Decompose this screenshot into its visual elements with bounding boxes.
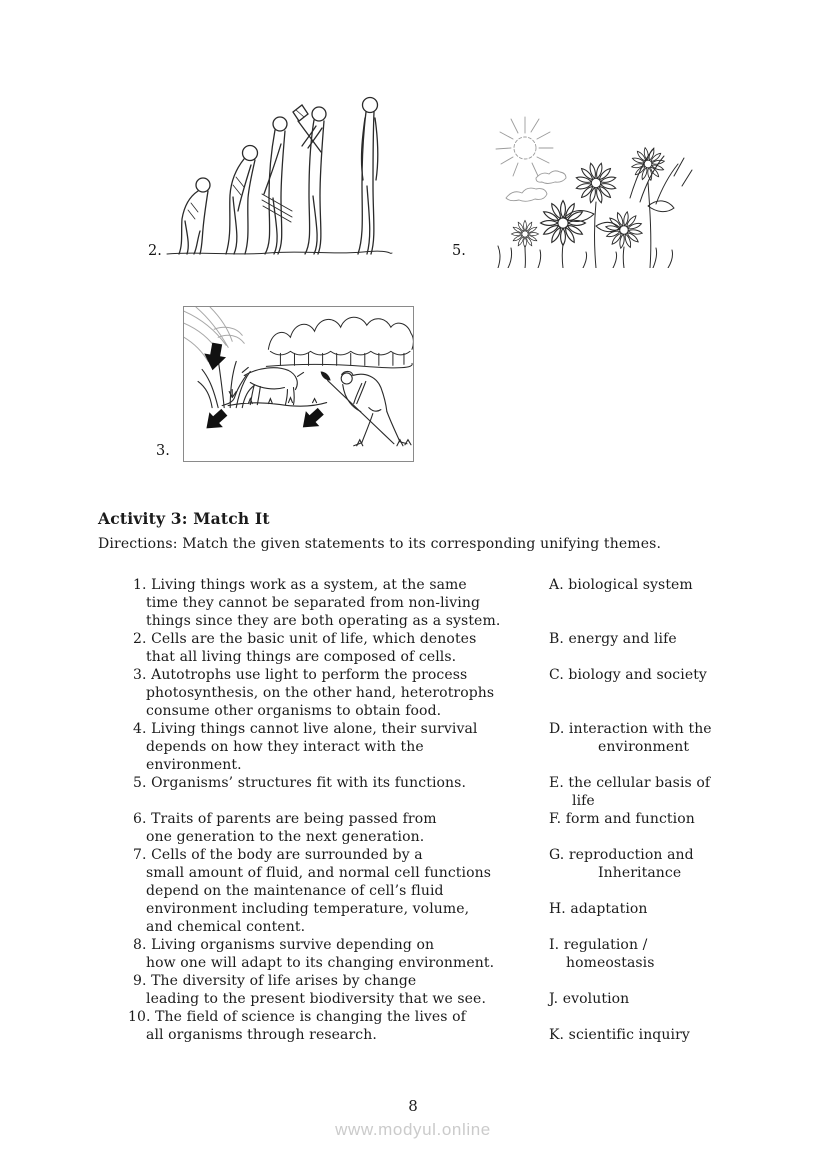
figure-evolution-of-man	[163, 84, 395, 260]
figure-3-label: 3.	[156, 443, 170, 459]
theme-option-text: I. regulation /	[549, 937, 648, 953]
theme-option-text: H. adaptation	[549, 901, 648, 917]
statement-text: 6. Traits of parents are being passed from	[133, 811, 437, 827]
match-line	[0, 954, 826, 972]
match-line	[0, 972, 826, 990]
figure-sunflowers	[478, 106, 718, 268]
sunflowers-drawing	[498, 143, 692, 268]
statement-text: environment including temperature, volume,	[146, 901, 470, 917]
theme-option-text: G. reproduction and	[549, 847, 694, 863]
sun-icon	[496, 117, 553, 176]
evolution-march-illustration	[163, 84, 395, 260]
theme-option-text: F. form and function	[549, 811, 695, 827]
watermark: www.modyul.online	[335, 1120, 491, 1139]
statement-text: all organisms through research.	[146, 1027, 377, 1043]
theme-option-text: homeostasis	[566, 955, 655, 971]
match-line	[0, 900, 826, 918]
match-line	[0, 630, 826, 648]
match-line	[0, 918, 826, 936]
statement-text: how one will adapt to its changing environment.	[146, 955, 495, 971]
toolbearer-figure	[293, 105, 326, 254]
statement-text: depends on how they interact with the	[146, 739, 424, 755]
modern-human-figure	[358, 98, 378, 255]
match-line	[0, 738, 826, 756]
match-line	[0, 612, 826, 630]
sunflowers-illustration	[478, 106, 718, 268]
match-line	[0, 774, 826, 792]
theme-option-text: environment	[598, 739, 690, 755]
theme-option-text: D. interaction with the	[549, 721, 712, 737]
match-line	[0, 990, 826, 1008]
statement-text: 4. Living things cannot live alone, their survival	[133, 721, 478, 737]
match-line	[0, 864, 826, 882]
statement-text: and chemical content.	[146, 919, 306, 935]
statement-text: photosynthesis, on the other hand, heterotrophs	[146, 685, 495, 701]
page-number: 8	[408, 1097, 418, 1115]
energy-flow-scene-illustration	[184, 307, 413, 461]
upright-hominid-figure	[262, 117, 292, 254]
statement-text: 7. Cells of the body are surrounded by a	[133, 847, 423, 863]
arrow-downright-icon	[296, 404, 327, 435]
theme-option-text: Inheritance	[598, 865, 682, 881]
arrow-downright-icon	[200, 405, 231, 436]
statement-text: 3. Autotrophs use light to perform the process	[133, 667, 468, 683]
theme-option-text: A. biological system	[549, 577, 693, 593]
match-line	[0, 936, 826, 954]
match-line	[0, 702, 826, 720]
activity-directions: Directions: Match the given statements to its corresponding unifying themes.	[98, 536, 662, 552]
match-list	[0, 576, 826, 1044]
hunter-drawing	[321, 371, 411, 445]
theme-option-text: J. evolution	[549, 991, 630, 1007]
match-line	[0, 666, 826, 684]
grass-drawing	[198, 359, 327, 407]
match-line	[0, 594, 826, 612]
match-line	[0, 648, 826, 666]
figure-2-label: 2.	[148, 243, 162, 259]
statement-text: small amount of fluid, and normal cell functions	[146, 865, 492, 881]
statement-text: things since they are both operating as a system.	[146, 613, 501, 629]
match-line	[0, 720, 826, 738]
match-line	[0, 846, 826, 864]
statement-text: that all living things are composed of cells.	[146, 649, 457, 665]
statement-text: consume other organisms to obtain food.	[146, 703, 442, 719]
match-line	[0, 792, 826, 810]
statement-text: depend on the maintenance of cell’s fluid	[146, 883, 444, 899]
theme-option-text: B. energy and life	[549, 631, 677, 647]
statement-text: 10. The field of science is changing the lives of	[128, 1009, 466, 1025]
match-line	[0, 1026, 826, 1044]
forest-drawing	[266, 317, 413, 368]
match-line	[0, 576, 826, 594]
match-line	[0, 828, 826, 846]
statement-text: environment.	[146, 757, 242, 773]
match-line	[0, 882, 826, 900]
spear-drawing	[328, 380, 394, 443]
statement-text: 9. The diversity of life arises by change	[133, 973, 417, 989]
match-line	[0, 684, 826, 702]
match-line	[0, 1008, 826, 1026]
statement-text: 1. Living things work as a system, at the same	[133, 577, 467, 593]
statement-text: time they cannot be separated from non-living	[146, 595, 481, 611]
statement-text: 2. Cells are the basic unit of life, which denotes	[133, 631, 477, 647]
figure-5-label: 5.	[452, 243, 466, 259]
figure-3-frame	[183, 306, 414, 462]
match-line	[0, 810, 826, 828]
theme-option-text: C. biology and society	[549, 667, 707, 683]
statement-text: one generation to the next generation.	[146, 829, 425, 845]
spearhead-drawing	[321, 371, 331, 380]
theme-option-text: K. scientific inquiry	[549, 1027, 690, 1043]
statement-text: 5. Organisms’ structures fit with its functions.	[133, 775, 467, 791]
activity-title: Activity 3: Match It	[98, 509, 270, 528]
match-line	[0, 756, 826, 774]
early-hominid-figure	[226, 146, 258, 255]
theme-option-text: E. the cellular basis of	[549, 775, 711, 791]
statement-text: leading to the present biodiversity that we see.	[146, 991, 486, 1007]
theme-option-text: life	[572, 793, 595, 809]
ape-figure	[179, 178, 210, 254]
clouds-drawing	[506, 171, 566, 201]
statement-text: 8. Living organisms survive depending on	[133, 937, 435, 953]
